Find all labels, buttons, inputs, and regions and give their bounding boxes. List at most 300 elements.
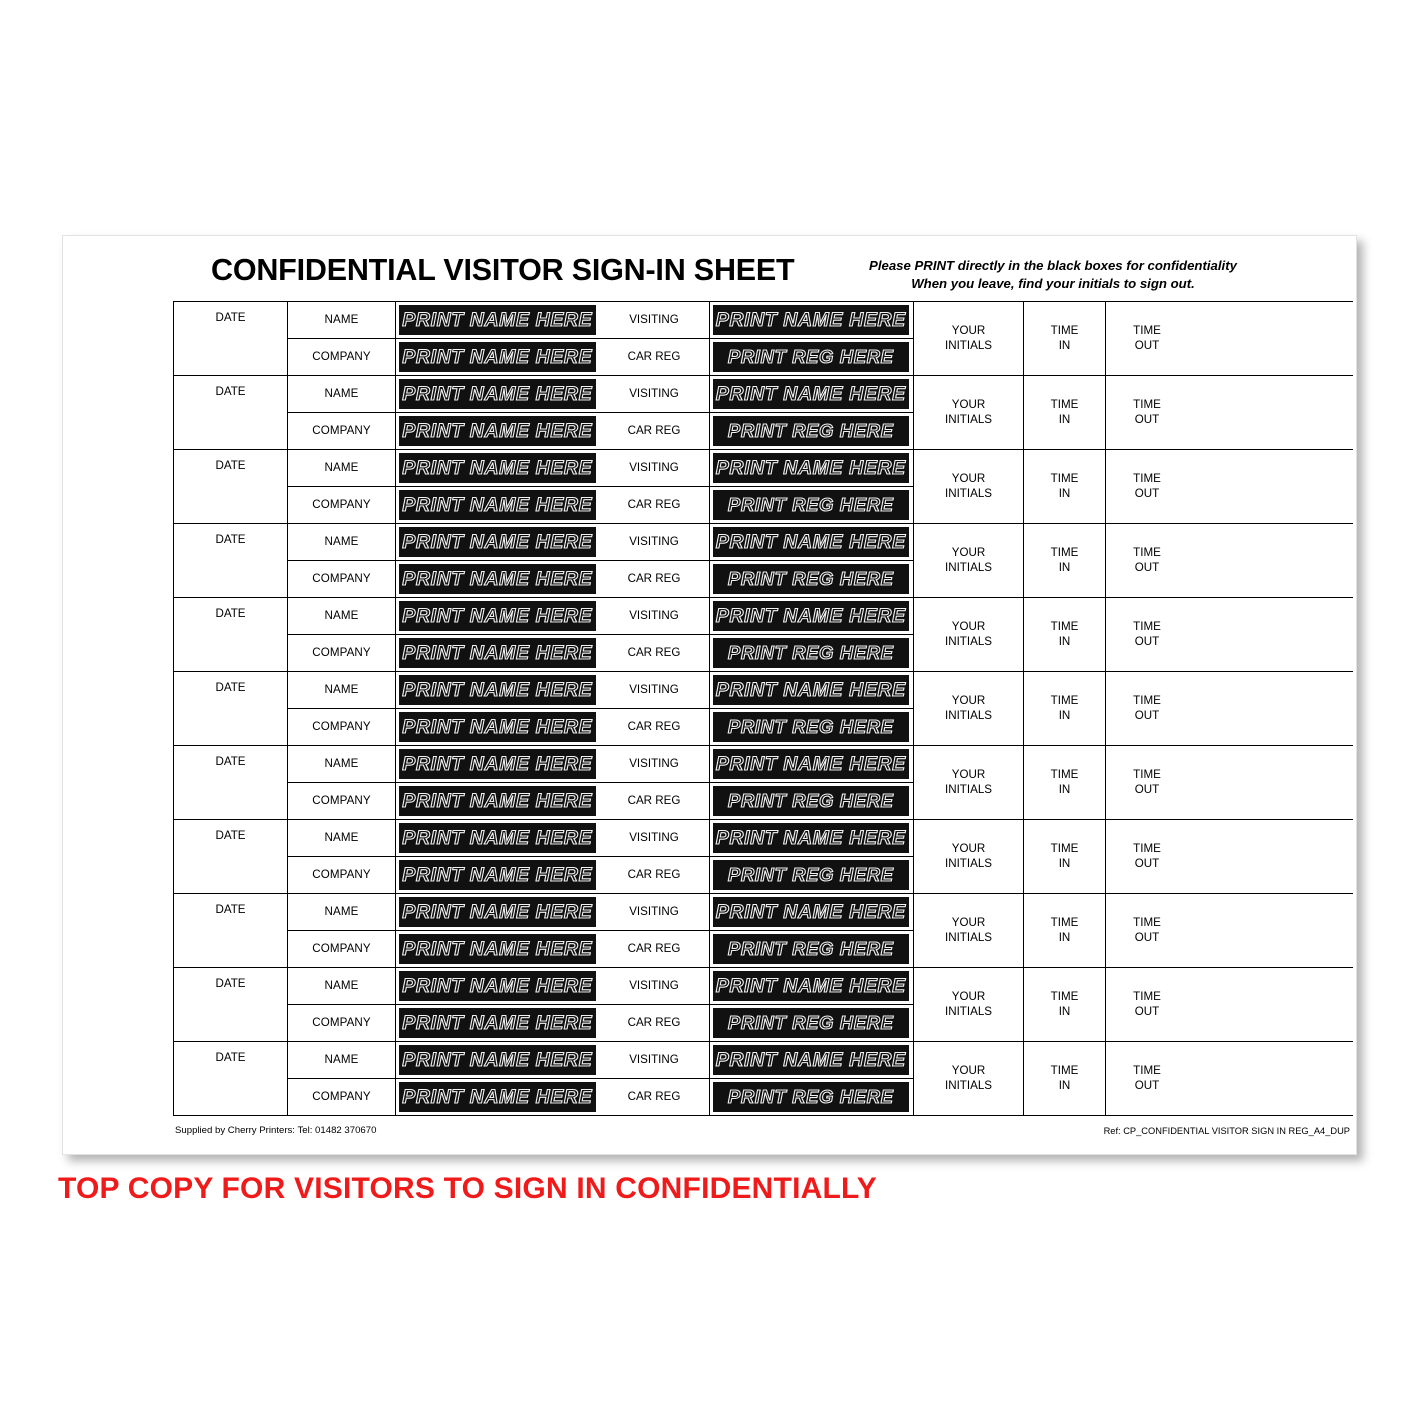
time-in-label-line2: IN [1058, 560, 1071, 574]
time-out-cell[interactable] [1106, 746, 1188, 819]
company-label: COMPANY [288, 339, 396, 376]
initials-cell[interactable] [914, 1042, 1024, 1115]
page-title: CONFIDENTIAL VISITOR SIGN-IN SHEET [211, 253, 795, 287]
initials-cell[interactable] [914, 524, 1024, 597]
table-row [174, 672, 1353, 746]
car-reg-label: CAR REG [600, 1079, 710, 1116]
initials-cell[interactable] [914, 672, 1024, 745]
date-cell[interactable] [174, 894, 288, 967]
name-label: NAME [288, 746, 396, 782]
name-label: NAME [288, 302, 396, 338]
visiting-input-box[interactable] [713, 897, 910, 927]
time-out-cell[interactable] [1106, 968, 1188, 1041]
initials-label [945, 472, 992, 501]
car-reg-label: CAR REG [600, 1005, 710, 1042]
name-visiting-subrow [288, 598, 913, 635]
time-out-label [1133, 694, 1161, 723]
time-out-label [1133, 768, 1161, 797]
company-input-box[interactable] [399, 860, 596, 891]
car-reg-placeholder: PRINT REG HERE [727, 716, 894, 738]
car-reg-input-box[interactable] [713, 712, 910, 743]
time-out-cell[interactable] [1106, 598, 1188, 671]
initials-label-line2: INITIALS [944, 856, 993, 870]
name-visiting-subrow [288, 968, 913, 1005]
time-in-label [1051, 990, 1079, 1019]
company-placeholder: PRINT NAME HERE [402, 419, 593, 442]
time-out-label [1133, 842, 1161, 871]
car-reg-placeholder: PRINT REG HERE [727, 568, 894, 590]
visiting-input-box[interactable] [713, 675, 910, 705]
initials-label [945, 620, 992, 649]
time-out-label-line2: OUT [1134, 1078, 1160, 1092]
time-in-label-line1: TIME [1050, 472, 1079, 486]
initials-label-line2: INITIALS [944, 782, 993, 796]
name-placeholder: PRINT NAME HERE [402, 382, 593, 405]
visitor-details-cell [288, 450, 914, 523]
visiting-label: VISITING [600, 302, 710, 338]
visiting-placeholder: PRINT NAME HERE [715, 678, 906, 701]
initials-cell[interactable] [914, 968, 1024, 1041]
time-out-label-line1: TIME [1133, 1064, 1161, 1078]
initials-label [945, 1064, 992, 1093]
name-placeholder: PRINT NAME HERE [402, 900, 593, 923]
name-visiting-subrow [288, 524, 913, 561]
name-placeholder: PRINT NAME HERE [402, 308, 593, 331]
company-placeholder: PRINT NAME HERE [402, 641, 593, 664]
table-row [174, 450, 1353, 524]
name-input-box[interactable] [399, 601, 596, 631]
company-input-box[interactable] [399, 934, 596, 965]
car-reg-input-box[interactable] [713, 1082, 910, 1113]
name-label: NAME [288, 968, 396, 1004]
time-out-label-line1: TIME [1133, 768, 1161, 782]
company-label: COMPANY [288, 561, 396, 598]
visitor-details-cell [288, 598, 914, 671]
date-label: DATE [215, 829, 246, 842]
date-cell[interactable] [174, 302, 288, 375]
date-cell[interactable] [174, 598, 288, 671]
time-out-label [1133, 990, 1161, 1019]
company-label: COMPANY [288, 931, 396, 968]
company-input-box[interactable] [399, 1082, 596, 1113]
initials-label-line2: INITIALS [944, 412, 993, 426]
time-out-label-line1: TIME [1133, 842, 1161, 856]
car-reg-input-box[interactable] [713, 1008, 910, 1039]
car-reg-label: CAR REG [600, 561, 710, 598]
visiting-placeholder: PRINT NAME HERE [715, 382, 906, 405]
visitor-details-cell [288, 376, 914, 449]
car-reg-input-box[interactable] [713, 860, 910, 891]
date-label: DATE [215, 607, 246, 620]
initials-label-line2: INITIALS [944, 1078, 993, 1092]
company-input-box[interactable] [399, 416, 596, 447]
company-placeholder: PRINT NAME HERE [402, 937, 593, 960]
time-out-label-line1: TIME [1133, 546, 1161, 560]
time-out-label-line2: OUT [1134, 634, 1160, 648]
table-row [174, 1042, 1353, 1116]
company-input-box[interactable] [399, 712, 596, 743]
time-out-label-line1: TIME [1133, 694, 1161, 708]
company-placeholder: PRINT NAME HERE [402, 863, 593, 886]
visiting-placeholder: PRINT NAME HERE [715, 308, 906, 331]
time-in-label-line1: TIME [1050, 916, 1079, 930]
name-visiting-subrow [288, 450, 913, 487]
car-reg-input-box[interactable] [713, 786, 910, 817]
car-reg-placeholder: PRINT REG HERE [727, 1012, 894, 1034]
visiting-label: VISITING [600, 672, 710, 708]
name-label: NAME [288, 894, 396, 930]
time-in-label [1051, 768, 1079, 797]
table-row [174, 894, 1353, 968]
car-reg-label: CAR REG [600, 339, 710, 376]
top-copy-caption: TOP COPY FOR VISITORS TO SIGN IN CONFIDENTIALLY [58, 1172, 877, 1205]
car-reg-input-box[interactable] [713, 490, 910, 521]
initials-label-line1: YOUR [951, 916, 986, 930]
visiting-label: VISITING [600, 820, 710, 856]
company-input-box[interactable] [399, 1008, 596, 1039]
initials-cell[interactable] [914, 450, 1024, 523]
visiting-label: VISITING [600, 376, 710, 412]
time-out-label-line1: TIME [1133, 990, 1161, 1004]
initials-label-line2: INITIALS [944, 338, 993, 352]
company-label: COMPANY [288, 1005, 396, 1042]
time-out-label-line2: OUT [1134, 1004, 1160, 1018]
date-cell[interactable] [174, 524, 288, 597]
company-placeholder: PRINT NAME HERE [402, 1011, 593, 1034]
time-out-cell[interactable] [1106, 302, 1188, 375]
initials-label-line1: YOUR [951, 472, 986, 486]
name-input-box[interactable] [399, 823, 596, 853]
time-out-label [1133, 546, 1161, 575]
initials-cell[interactable] [914, 376, 1024, 449]
visiting-label: VISITING [600, 450, 710, 486]
time-in-cell[interactable] [1024, 524, 1106, 597]
car-reg-label: CAR REG [600, 413, 710, 450]
car-reg-placeholder: PRINT REG HERE [727, 864, 894, 886]
name-input-box[interactable] [399, 305, 596, 335]
name-input-box[interactable] [399, 1045, 596, 1075]
date-cell[interactable] [174, 968, 288, 1041]
time-in-label [1051, 694, 1079, 723]
time-in-label-line2: IN [1058, 708, 1071, 722]
name-visiting-subrow [288, 746, 913, 783]
time-in-label-line2: IN [1058, 634, 1071, 648]
initials-label-line1: YOUR [951, 620, 986, 634]
initials-cell[interactable] [914, 746, 1024, 819]
visiting-placeholder: PRINT NAME HERE [715, 530, 906, 553]
date-cell[interactable] [174, 1042, 288, 1115]
time-in-label-line2: IN [1058, 782, 1071, 796]
date-cell[interactable] [174, 376, 288, 449]
company-carreg-subrow [288, 413, 913, 450]
visitor-details-cell [288, 1042, 914, 1115]
car-reg-placeholder: PRINT REG HERE [727, 790, 894, 812]
visiting-label: VISITING [600, 746, 710, 782]
table-row [174, 968, 1353, 1042]
time-in-cell[interactable] [1024, 598, 1106, 671]
time-out-label-line1: TIME [1133, 324, 1161, 338]
name-label: NAME [288, 672, 396, 708]
visiting-input-box[interactable] [713, 1045, 910, 1075]
date-label: DATE [215, 311, 246, 324]
visiting-input-box[interactable] [713, 823, 910, 853]
name-placeholder: PRINT NAME HERE [402, 456, 593, 479]
initials-label-line2: INITIALS [944, 708, 993, 722]
initials-label-line2: INITIALS [944, 486, 993, 500]
visiting-placeholder: PRINT NAME HERE [715, 456, 906, 479]
time-in-cell[interactable] [1024, 820, 1106, 893]
time-out-label [1133, 620, 1161, 649]
time-in-label-line2: IN [1058, 486, 1071, 500]
date-label: DATE [215, 977, 246, 990]
visiting-placeholder: PRINT NAME HERE [715, 604, 906, 627]
name-input-box[interactable] [399, 749, 596, 779]
date-label: DATE [215, 459, 246, 472]
date-cell[interactable] [174, 746, 288, 819]
initials-label [945, 990, 992, 1019]
visiting-input-box[interactable] [713, 453, 910, 483]
car-reg-input-box[interactable] [713, 416, 910, 447]
car-reg-placeholder: PRINT REG HERE [727, 494, 894, 516]
company-carreg-subrow [288, 709, 913, 746]
company-label: COMPANY [288, 783, 396, 820]
name-visiting-subrow [288, 820, 913, 857]
company-carreg-subrow [288, 783, 913, 820]
date-label: DATE [215, 385, 246, 398]
name-placeholder: PRINT NAME HERE [402, 604, 593, 627]
table-row [174, 598, 1353, 672]
visitor-details-cell [288, 746, 914, 819]
instructions-block [853, 257, 1253, 293]
time-in-label-line1: TIME [1050, 324, 1079, 338]
time-out-label-line1: TIME [1133, 398, 1161, 412]
initials-label-line1: YOUR [951, 324, 986, 338]
initials-cell[interactable] [914, 302, 1024, 375]
name-input-box[interactable] [399, 453, 596, 483]
car-reg-placeholder: PRINT REG HERE [727, 938, 894, 960]
name-input-box[interactable] [399, 527, 596, 557]
name-placeholder: PRINT NAME HERE [402, 752, 593, 775]
visiting-placeholder: PRINT NAME HERE [715, 752, 906, 775]
table-row [174, 376, 1353, 450]
time-in-cell[interactable] [1024, 894, 1106, 967]
time-in-label [1051, 916, 1079, 945]
name-placeholder: PRINT NAME HERE [402, 974, 593, 997]
initials-label [945, 694, 992, 723]
time-in-label [1051, 472, 1079, 501]
company-input-box[interactable] [399, 490, 596, 521]
company-label: COMPANY [288, 1079, 396, 1116]
car-reg-placeholder: PRINT REG HERE [727, 642, 894, 664]
name-label: NAME [288, 376, 396, 412]
time-out-label-line2: OUT [1134, 782, 1160, 796]
time-in-label-line1: TIME [1050, 694, 1079, 708]
time-in-label [1051, 842, 1079, 871]
company-label: COMPANY [288, 857, 396, 894]
name-visiting-subrow [288, 376, 913, 413]
visiting-input-box[interactable] [713, 305, 910, 335]
name-label: NAME [288, 598, 396, 634]
time-in-cell[interactable] [1024, 376, 1106, 449]
name-placeholder: PRINT NAME HERE [402, 678, 593, 701]
time-in-label [1051, 1064, 1079, 1093]
car-reg-input-box[interactable] [713, 564, 910, 595]
name-visiting-subrow [288, 302, 913, 339]
time-out-label-line1: TIME [1133, 620, 1161, 634]
date-label: DATE [215, 1051, 246, 1064]
initials-label-line2: INITIALS [944, 560, 993, 574]
company-input-box[interactable] [399, 786, 596, 817]
name-visiting-subrow [288, 1042, 913, 1079]
footer-reference: Ref: CP_CONFIDENTIAL VISITOR SIGN IN REG_A4_DUP [1103, 1126, 1350, 1136]
table-row [174, 524, 1353, 598]
time-out-cell[interactable] [1106, 376, 1188, 449]
visiting-input-box[interactable] [713, 527, 910, 557]
company-carreg-subrow [288, 561, 913, 598]
time-in-label [1051, 324, 1079, 353]
time-in-label-line2: IN [1058, 1078, 1071, 1092]
visitor-sign-in-sheet [62, 235, 1357, 1155]
time-out-cell[interactable] [1106, 672, 1188, 745]
visiting-label: VISITING [600, 1042, 710, 1078]
initials-label-line2: INITIALS [944, 1004, 993, 1018]
date-cell[interactable] [174, 450, 288, 523]
time-out-label-line2: OUT [1134, 560, 1160, 574]
visitor-details-cell [288, 672, 914, 745]
name-input-box[interactable] [399, 971, 596, 1001]
time-in-cell[interactable] [1024, 968, 1106, 1041]
initials-cell[interactable] [914, 598, 1024, 671]
initials-label-line1: YOUR [951, 768, 986, 782]
company-input-box[interactable] [399, 638, 596, 669]
time-in-cell[interactable] [1024, 302, 1106, 375]
time-in-label-line2: IN [1058, 856, 1071, 870]
car-reg-input-box[interactable] [713, 342, 910, 373]
company-label: COMPANY [288, 709, 396, 746]
time-out-label-line2: OUT [1134, 708, 1160, 722]
visitor-details-cell [288, 968, 914, 1041]
time-out-label-line1: TIME [1133, 916, 1161, 930]
visiting-label: VISITING [600, 968, 710, 1004]
time-out-label-line2: OUT [1134, 486, 1160, 500]
instruction-line-2: When you leave, find your initials to sign out. [911, 275, 1195, 291]
company-label: COMPANY [288, 635, 396, 672]
time-in-label-line2: IN [1058, 338, 1071, 352]
visiting-label: VISITING [600, 894, 710, 930]
date-label: DATE [215, 533, 246, 546]
time-out-cell[interactable] [1106, 894, 1188, 967]
name-visiting-subrow [288, 894, 913, 931]
visiting-placeholder: PRINT NAME HERE [715, 826, 906, 849]
time-in-label-line1: TIME [1050, 398, 1079, 412]
time-in-label [1051, 546, 1079, 575]
car-reg-label: CAR REG [600, 931, 710, 968]
footer-supplier: Supplied by Cherry Printers: Tel: 01482 370670 [175, 1125, 377, 1136]
visiting-input-box[interactable] [713, 601, 910, 631]
time-in-label-line2: IN [1058, 412, 1071, 426]
company-carreg-subrow [288, 635, 913, 672]
time-in-label-line1: TIME [1050, 768, 1079, 782]
time-out-cell[interactable] [1106, 820, 1188, 893]
time-out-cell[interactable] [1106, 524, 1188, 597]
company-placeholder: PRINT NAME HERE [402, 567, 593, 590]
visitor-details-cell [288, 820, 914, 893]
time-out-label [1133, 324, 1161, 353]
time-in-label-line1: TIME [1050, 842, 1079, 856]
initials-label-line1: YOUR [951, 990, 986, 1004]
date-label: DATE [215, 903, 246, 916]
visiting-placeholder: PRINT NAME HERE [715, 974, 906, 997]
initials-label [945, 842, 992, 871]
time-out-label [1133, 916, 1161, 945]
company-placeholder: PRINT NAME HERE [402, 1085, 593, 1108]
time-out-cell[interactable] [1106, 1042, 1188, 1115]
name-label: NAME [288, 524, 396, 560]
time-in-label-line1: TIME [1050, 546, 1079, 560]
visitor-details-cell [288, 524, 914, 597]
car-reg-placeholder: PRINT REG HERE [727, 346, 894, 368]
time-in-label [1051, 398, 1079, 427]
name-placeholder: PRINT NAME HERE [402, 530, 593, 553]
visiting-input-box[interactable] [713, 379, 910, 409]
time-out-label-line2: OUT [1134, 856, 1160, 870]
time-in-cell[interactable] [1024, 450, 1106, 523]
company-carreg-subrow [288, 857, 913, 894]
car-reg-label: CAR REG [600, 857, 710, 894]
company-input-box[interactable] [399, 342, 596, 373]
car-reg-label: CAR REG [600, 783, 710, 820]
time-in-label-line1: TIME [1050, 1064, 1079, 1078]
table-row [174, 302, 1353, 376]
initials-cell[interactable] [914, 820, 1024, 893]
time-in-label-line1: TIME [1050, 620, 1079, 634]
initials-label-line2: INITIALS [944, 634, 993, 648]
car-reg-label: CAR REG [600, 487, 710, 524]
name-placeholder: PRINT NAME HERE [402, 1048, 593, 1071]
visitor-details-cell [288, 302, 914, 375]
time-in-cell[interactable] [1024, 672, 1106, 745]
company-carreg-subrow [288, 339, 913, 376]
car-reg-input-box[interactable] [713, 638, 910, 669]
time-out-cell[interactable] [1106, 450, 1188, 523]
instruction-line-1: Please PRINT directly in the black boxes for confidentiality [869, 258, 1237, 273]
table-row [174, 820, 1353, 894]
visiting-input-box[interactable] [713, 971, 910, 1001]
initials-cell[interactable] [914, 894, 1024, 967]
date-cell[interactable] [174, 672, 288, 745]
initials-label [945, 916, 992, 945]
car-reg-input-box[interactable] [713, 934, 910, 965]
time-in-cell[interactable] [1024, 1042, 1106, 1115]
date-cell[interactable] [174, 820, 288, 893]
time-in-cell[interactable] [1024, 746, 1106, 819]
sheet-header [63, 236, 1356, 304]
company-input-box[interactable] [399, 564, 596, 595]
visiting-label: VISITING [600, 524, 710, 560]
name-visiting-subrow [288, 672, 913, 709]
car-reg-placeholder: PRINT REG HERE [727, 1086, 894, 1108]
company-placeholder: PRINT NAME HERE [402, 493, 593, 516]
company-placeholder: PRINT NAME HERE [402, 715, 593, 738]
name-input-box[interactable] [399, 379, 596, 409]
name-label: NAME [288, 820, 396, 856]
visitor-log-table [173, 301, 1353, 1116]
name-input-box[interactable] [399, 897, 596, 927]
initials-label-line1: YOUR [951, 1064, 986, 1078]
visiting-input-box[interactable] [713, 749, 910, 779]
name-label: NAME [288, 1042, 396, 1078]
name-input-box[interactable] [399, 675, 596, 705]
